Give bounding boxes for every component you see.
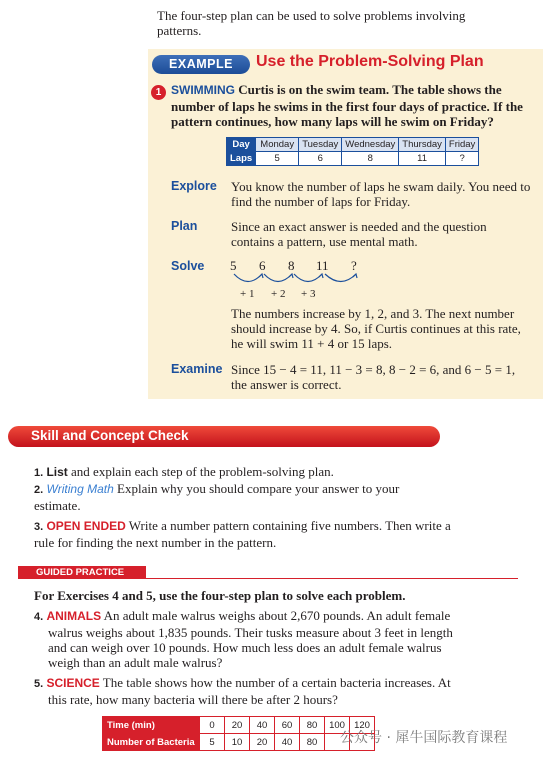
guided-instructions: For Exercises 4 and 5, use the four-step plan to solve each problem. (34, 588, 406, 603)
exercise-text: An adult male walrus weighs about 2,670 pounds. An adult female walrus weighs about 1,835 pounds. Their tusks measure about 3 feet in length and can weigh over 10 pounds. How much less does an adult female walrus weigh than an adult male walrus? (48, 608, 453, 670)
table-header-cell: Laps (227, 152, 256, 166)
exercise-text: The table shows how the number of a certain bacteria increases. At this rate, how many bacteria will there be after 2 hours? (48, 675, 451, 707)
table-row (227, 152, 479, 166)
skill-item-1 (34, 464, 504, 481)
sequence-value: ? (351, 258, 357, 273)
table-cell: Tuesday (299, 138, 342, 152)
pattern-diagram (226, 257, 376, 303)
exercise-4 (34, 608, 458, 670)
table-cell: 120 (350, 717, 375, 734)
table-cell: 6 (299, 152, 342, 166)
table-cell: Thursday (399, 138, 446, 152)
increment-label: + 1 (240, 288, 255, 300)
table-cell: 5 (200, 734, 225, 751)
table-cell: 40 (275, 734, 300, 751)
skill-check-title: Skill and Concept Check (31, 428, 189, 443)
pattern-arcs-icon (226, 271, 376, 289)
writing-math-logo: Writing Math (46, 482, 114, 496)
table-header-cell: Time (min) (103, 717, 200, 734)
exercise-5 (34, 675, 458, 707)
watermark: 公众号 · 犀牛国际教育课程 (340, 730, 508, 746)
table-cell: 100 (325, 717, 350, 734)
sequence-value: 11 (316, 258, 329, 273)
table-cell: 5 (256, 152, 299, 166)
plan-text: Since an exact answer is needed and the question contains a pattern, use mental math. (231, 219, 487, 249)
table-cell: 0 (200, 717, 225, 734)
guided-divider (18, 578, 518, 579)
table-cell: Friday (445, 138, 478, 152)
example-title: Use the Problem-Solving Plan (256, 53, 484, 70)
increment-label: + 3 (301, 288, 316, 300)
example-problem (171, 82, 536, 130)
item-number: 2. (34, 484, 44, 496)
skill-item-3 (34, 518, 454, 550)
table-row (227, 138, 479, 152)
exercise-topic: SCIENCE (46, 676, 100, 690)
sequence-value: 5 (230, 258, 237, 273)
table-cell: 40 (250, 717, 275, 734)
exercise-topic: ANIMALS (46, 609, 102, 623)
guided-practice-tab: GUIDED PRACTICE (18, 566, 146, 579)
sequence-value: 6 (259, 258, 266, 273)
solve-text: The numbers increase by 1, 2, and 3. The next number should increase by 4. So, if Curtis continues at this rate, he will swim 11 + 4 or 15 laps. (231, 306, 521, 351)
examine-label: Examine (171, 362, 223, 376)
examine-text: Since 15 − 4 = 11, 11 − 3 = 8, 8 − 2 = 6, and 6 − 5 = 1, the answer is correct. (231, 362, 516, 392)
bacteria-table (102, 716, 375, 751)
item-lead: OPEN ENDED (46, 519, 126, 533)
item-text: Write a number pattern containing five numbers. Then write a rule for finding the next number in the pattern. (34, 518, 451, 550)
item-text: and explain each step of the problem-solving plan. (67, 464, 334, 479)
intro-text: The four-step plan can be used to solve problems involving patterns. (157, 8, 466, 38)
item-number: 3. (34, 521, 44, 533)
explore-label: Explore (171, 179, 217, 193)
table-header-cell: Day (227, 138, 256, 152)
table-cell: 10 (225, 734, 250, 751)
table-cell: Monday (256, 138, 299, 152)
table-cell: ? (445, 152, 478, 166)
item-number: 1. (34, 467, 44, 479)
increment-label: + 2 (271, 288, 286, 300)
table-header-cell: Number of Bacteria (103, 734, 200, 751)
sequence-value: 8 (288, 258, 295, 273)
table-cell: 80 (300, 717, 325, 734)
table-row (103, 734, 375, 751)
item-lead: List (46, 465, 68, 479)
solve-label: Solve (171, 259, 205, 273)
skill-item-2 (34, 481, 414, 513)
example-badge: EXAMPLE (152, 55, 250, 74)
table-cell: 20 (225, 717, 250, 734)
example-problem-text: Curtis is on the swim team. The table shows the number of laps he swims in the first four days of practice. If the pattern continues, how many laps will he swim on Friday? (171, 82, 523, 129)
laps-table (226, 137, 479, 166)
table-cell: 60 (275, 717, 300, 734)
table-cell: 8 (342, 152, 399, 166)
table-cell: 20 (250, 734, 275, 751)
table-cell: 11 (399, 152, 446, 166)
table-row (103, 717, 375, 734)
example-number-badge: 1 (151, 85, 166, 100)
table-cell: 80 (300, 734, 325, 751)
plan-label: Plan (171, 219, 198, 233)
item-number: 5. (34, 678, 44, 690)
explore-text: You know the number of laps he swam daily. You need to find the number of laps for Friday. (231, 179, 531, 209)
item-number: 4. (34, 611, 44, 623)
table-cell: Wednesday (342, 138, 399, 152)
item-text: Explain why you should compare your answer to your estimate. (34, 481, 400, 513)
example-topic: SWIMMING (171, 83, 235, 97)
